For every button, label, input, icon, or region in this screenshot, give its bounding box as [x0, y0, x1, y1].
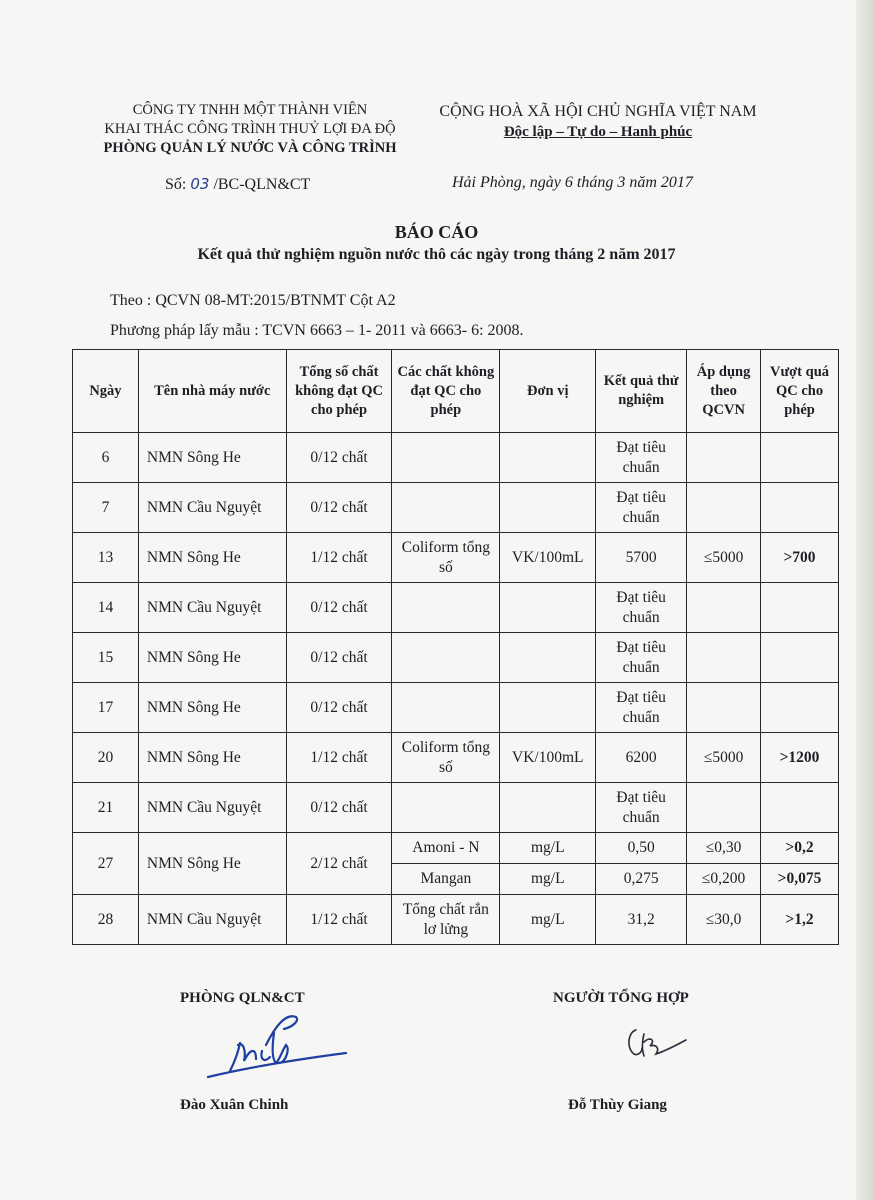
cell-plant: NMN Sông He	[138, 683, 286, 733]
doc-number-prefix: Số:	[165, 176, 191, 193]
cell-plant: NMN Cầu Nguyệt	[138, 783, 286, 833]
cell-exceed: >700	[761, 533, 839, 583]
cell-unit: VK/100mL	[500, 733, 596, 783]
table-header-row	[73, 350, 839, 433]
header-applied: Áp dụng theo QCVN	[687, 350, 761, 433]
cell-exceed: >0,075	[761, 864, 839, 895]
cell-plant: NMN Cầu Nguyệt	[138, 483, 286, 533]
cell-applied: ≤5000	[687, 533, 761, 583]
cell-unit: mg/L	[500, 895, 596, 945]
cell-exceed	[761, 633, 839, 683]
cell-applied	[687, 783, 761, 833]
cell-substance: Coliform tổng số	[392, 533, 500, 583]
cell-day: 7	[73, 483, 139, 533]
organization-header	[80, 101, 420, 158]
table-row	[73, 895, 839, 945]
cell-result: Đạt tiêu chuẩn	[596, 783, 687, 833]
cell-result: 31,2	[596, 895, 687, 945]
cell-total: 1/12 chất	[286, 533, 392, 583]
document-subtitle: Kết quả thử nghiệm nguồn nước thô các ngày trong tháng 2 năm 2017	[197, 246, 676, 263]
cell-result: Đạt tiêu chuẩn	[596, 633, 687, 683]
cell-day: 6	[73, 433, 139, 483]
cell-plant: NMN Sông He	[138, 733, 286, 783]
cell-exceed	[761, 583, 839, 633]
doc-number-suffix: /BC-QLN&CT	[209, 176, 311, 193]
cell-plant: NMN Sông He	[138, 633, 286, 683]
cell-result: 0,50	[596, 833, 687, 864]
cell-total: 2/12 chất	[286, 833, 392, 895]
cell-plant: NMN Cầu Nguyệt	[138, 583, 286, 633]
cell-result: 5700	[596, 533, 687, 583]
cell-applied	[687, 433, 761, 483]
cell-result: Đạt tiêu chuẩn	[596, 483, 687, 533]
cell-total: 0/12 chất	[286, 433, 392, 483]
header-day: Ngày	[73, 350, 139, 433]
cell-result: Đạt tiêu chuẩn	[596, 683, 687, 733]
sampling-method: Phương pháp lấy mẫu : TCVN 6663 – 1- 2011 và 6663- 6: 2008.	[110, 322, 524, 339]
signatory-left-name: Đào Xuân Chinh	[180, 1097, 289, 1113]
table-row	[73, 783, 839, 833]
cell-unit	[500, 783, 596, 833]
cell-substance: Coliform tổng số	[392, 733, 500, 783]
cell-unit: mg/L	[500, 833, 596, 864]
header-substances: Các chất không đạt QC cho phép	[392, 350, 500, 433]
cell-applied: ≤5000	[687, 733, 761, 783]
table-row	[73, 583, 839, 633]
cell-applied	[687, 633, 761, 683]
cell-applied: ≤0,30	[687, 833, 761, 864]
cell-exceed	[761, 483, 839, 533]
cell-unit: mg/L	[500, 864, 596, 895]
org-line-3: PHÒNG QUẢN LÝ NƯỚC VÀ CÔNG TRÌNH	[103, 140, 397, 156]
org-line-2: KHAI THÁC CÔNG TRÌNH THUỶ LỢI ĐA ĐỘ	[104, 121, 396, 137]
cell-result: Đạt tiêu chuẩn	[596, 583, 687, 633]
cell-unit: VK/100mL	[500, 533, 596, 583]
document-date: Hải Phòng, ngày 6 tháng 3 năm 2017	[452, 174, 693, 191]
cell-day: 27	[73, 833, 139, 895]
page-edge	[856, 0, 873, 1200]
cell-total: 1/12 chất	[286, 895, 392, 945]
table-row	[73, 633, 839, 683]
table-row	[73, 833, 839, 864]
table-row	[73, 433, 839, 483]
cell-substance: Amoni - N	[392, 833, 500, 864]
header-exceed: Vượt quá QC cho phép	[761, 350, 839, 433]
cell-total: 1/12 chất	[286, 733, 392, 783]
cell-unit	[500, 483, 596, 533]
header-plant: Tên nhà máy nước	[138, 350, 286, 433]
cell-plant: NMN Sông He	[138, 833, 286, 895]
signature-right	[620, 1020, 690, 1065]
cell-total: 0/12 chất	[286, 683, 392, 733]
signatory-left-title: PHÒNG QLN&CT	[180, 990, 305, 1006]
cell-substance	[392, 483, 500, 533]
table-row	[73, 483, 839, 533]
cell-substance: Tổng chất rắn lơ lửng	[392, 895, 500, 945]
cell-total: 0/12 chất	[286, 483, 392, 533]
cell-day: 14	[73, 583, 139, 633]
cell-plant: NMN Cầu Nguyệt	[138, 895, 286, 945]
cell-applied	[687, 483, 761, 533]
cell-result: 6200	[596, 733, 687, 783]
doc-number-handwritten: 03	[190, 175, 210, 193]
cell-day: 21	[73, 783, 139, 833]
cell-exceed: >1,2	[761, 895, 839, 945]
table-row	[73, 683, 839, 733]
cell-plant: NMN Sông He	[138, 433, 286, 483]
cell-substance	[392, 633, 500, 683]
header-unit: Đơn vị	[500, 350, 596, 433]
table-row	[73, 733, 839, 783]
cell-unit	[500, 433, 596, 483]
cell-day: 28	[73, 895, 139, 945]
national-header	[408, 101, 788, 143]
signatory-right-name: Đỗ Thùy Giang	[568, 1097, 667, 1113]
document-title: BÁO CÁO	[394, 222, 479, 242]
cell-exceed	[761, 783, 839, 833]
cell-day: 20	[73, 733, 139, 783]
cell-exceed	[761, 433, 839, 483]
cell-unit	[500, 583, 596, 633]
cell-total: 0/12 chất	[286, 583, 392, 633]
cell-day: 17	[73, 683, 139, 733]
cell-exceed: >1200	[761, 733, 839, 783]
cell-total: 0/12 chất	[286, 783, 392, 833]
cell-applied	[687, 583, 761, 633]
cell-result: 0,275	[596, 864, 687, 895]
cell-applied: ≤0,200	[687, 864, 761, 895]
cell-substance	[392, 433, 500, 483]
cell-substance: Mangan	[392, 864, 500, 895]
cell-result: Đạt tiêu chuẩn	[596, 433, 687, 483]
cell-unit	[500, 633, 596, 683]
cell-applied: ≤30,0	[687, 895, 761, 945]
header-result: Kết quả thử nghiệm	[596, 350, 687, 433]
cell-substance	[392, 783, 500, 833]
table-row	[73, 533, 839, 583]
nation-name: CỘNG HOÀ XÃ HỘI CHỦ NGHĨA VIỆT NAM	[439, 103, 757, 120]
cell-unit	[500, 683, 596, 733]
results-table	[72, 349, 839, 945]
signatory-right-title: NGƯỜI TỔNG HỢP	[553, 990, 689, 1006]
org-line-1: CÔNG TY TNHH MỘT THÀNH VIÊN	[132, 102, 368, 118]
document-number	[165, 175, 310, 194]
cell-exceed	[761, 683, 839, 733]
cell-total: 0/12 chất	[286, 633, 392, 683]
cell-plant: NMN Sông He	[138, 533, 286, 583]
cell-substance	[392, 583, 500, 633]
cell-exceed: >0,2	[761, 833, 839, 864]
national-motto: Độc lập – Tự do – Hanh phúc	[503, 124, 693, 140]
standard-reference: Theo : QCVN 08-MT:2015/BTNMT Cột A2	[110, 292, 396, 309]
cell-day: 13	[73, 533, 139, 583]
cell-applied	[687, 683, 761, 733]
cell-substance	[392, 683, 500, 733]
cell-day: 15	[73, 633, 139, 683]
header-total: Tổng số chất không đạt QC cho phép	[286, 350, 392, 433]
signature-left	[200, 1005, 350, 1085]
